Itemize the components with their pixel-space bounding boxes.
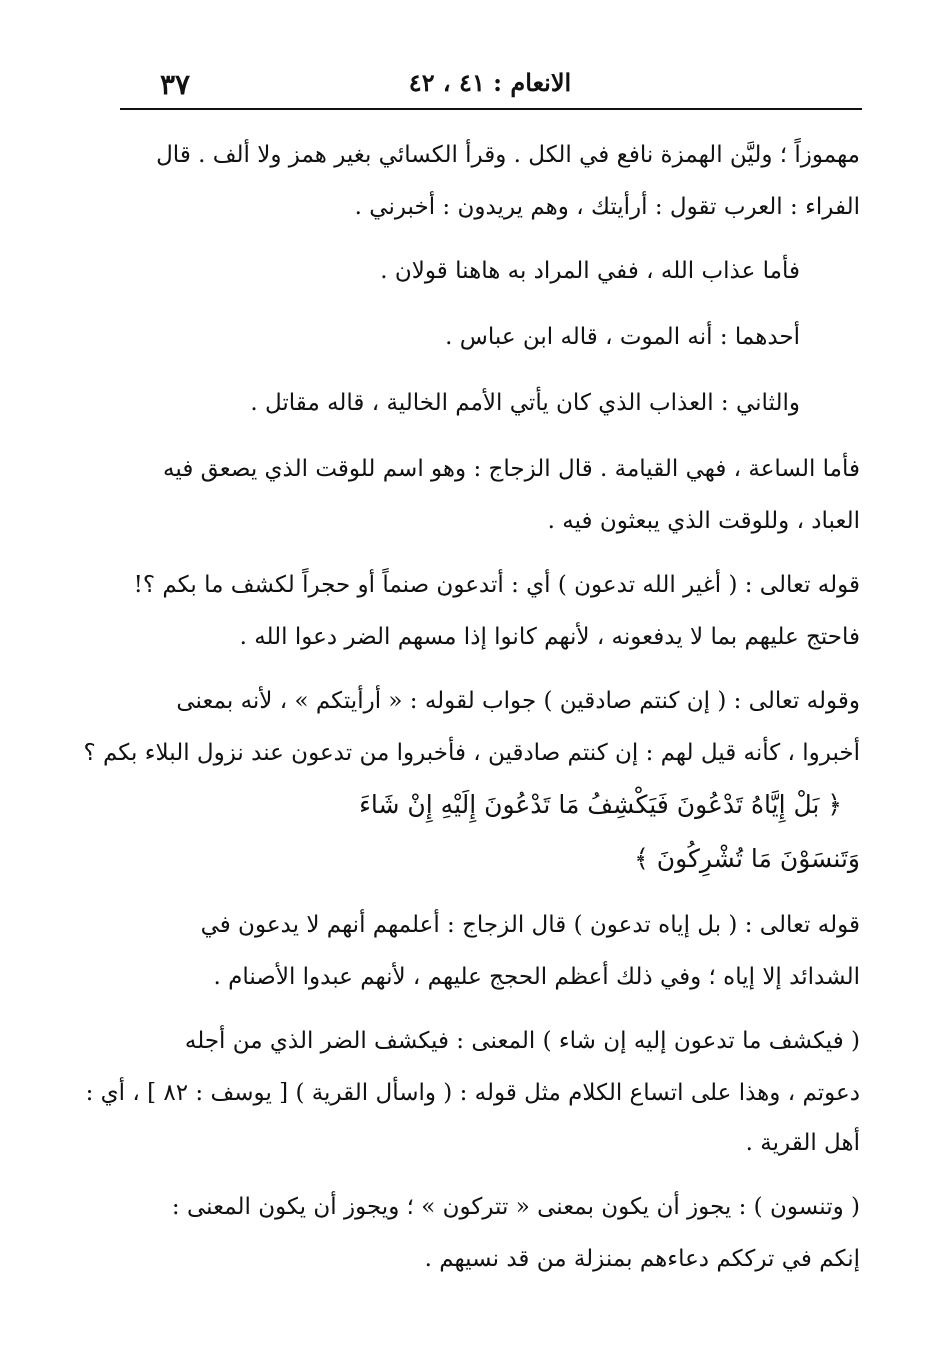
quran-verse-line: وَتَنسَوْنَ مَا تُشْرِكُونَ ﴾ (634, 844, 860, 873)
text-line: وقوله تعالى : ( إن كنتم صادقين ) جواب لقوله : « أرأيتكم » ، لأنه بمعنى (176, 688, 860, 714)
text-line: الفراء : العرب تقول : أرأيتك ، وهم يريدون : أخبرني . (354, 194, 860, 220)
text-line: قوله تعالى : ( بل إياه تدعون ) قال الزجاج : أعلمهم أنهم لا يدعون في (200, 912, 860, 938)
text-line: فأما الساعة ، فهي القيامة . قال الزجاج : وهو اسم للوقت الذي يصعق فيه (163, 456, 860, 482)
page-number: ٣٧ (160, 68, 191, 101)
text-line: قوله تعالى : ( أغير الله تدعون ) أي : أتدعون صنماً أو حجراً لكشف ما بكم ؟! (133, 572, 860, 598)
text-line: دعوتم ، وهذا على اتساع الكلام مثل قوله : ( واسأل القرية ) [ يوسف : ٨٢ ] ، أي : (85, 1080, 860, 1106)
page-body (83, 128, 860, 1284)
quran-verse-line: ﴿ بَلْ إِيَّاهُ تَدْعُونَ فَيَكْشِفُ مَا تَدْعُونَ إِلَيْهِ إِنْ شَاءَ (359, 790, 842, 819)
running-title: الانعام : ٤١ ، ٤٢ (408, 68, 572, 97)
page-header (120, 60, 860, 104)
text-line: ( وتنسون ) : يجوز أن يكون بمعنى « تتركون » ؛ ويجوز أن يكون المعنى : (171, 1194, 860, 1220)
text-line: والثاني : العذاب الذي كان يأتي الأمم الخالية ، قاله مقاتل . (250, 390, 800, 416)
text-line: فأما عذاب الله ، ففي المراد به هاهنا قولان . (380, 258, 800, 284)
text-line: أحدهما : أنه الموت ، قاله ابن عباس . (445, 324, 800, 350)
text-line: العباد ، وللوقت الذي يبعثون فيه . (547, 508, 860, 534)
text-line: مهموزاً ؛ وليَّن الهمزة نافع في الكل . وقرأ الكسائي بغير همز ولا ألف . قال (156, 142, 860, 168)
text-line: أخبروا ، كأنه قيل لهم : إن كنتم صادقين ، فأخبروا من تدعون عند نزول البلاء بكم ؟ (83, 740, 860, 766)
text-line: ( فيكشف ما تدعون إليه إن شاء ) المعنى : فيكشف الضر الذي من أجله (184, 1028, 860, 1054)
header-rule (120, 108, 862, 110)
text-line: فاحتج عليهم بما لا يدفعونه ، لأنهم كانوا إذا مسهم الضر دعوا الله . (239, 624, 860, 650)
text-line: إنكم في ترككم دعاءهم بمنزلة من قد نسيهم . (424, 1246, 860, 1272)
text-line: أهل القرية . (745, 1130, 860, 1156)
text-line: الشدائد إلا إياه ؛ وفي ذلك أعظم الحجج عليهم ، لأنهم عبدوا الأصنام . (213, 964, 860, 990)
